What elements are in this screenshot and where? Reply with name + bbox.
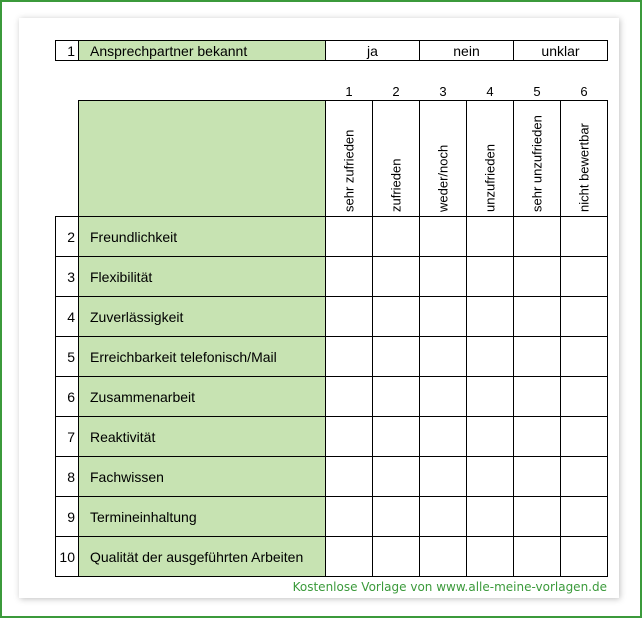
rating-cell[interactable]	[419, 456, 467, 497]
rating-cell[interactable]	[372, 456, 420, 497]
row-number: 4	[55, 296, 79, 337]
rating-cell[interactable]	[325, 216, 373, 257]
option-nein[interactable]: nein	[419, 40, 514, 61]
rating-cell[interactable]	[560, 256, 608, 297]
rating-cell[interactable]	[325, 336, 373, 377]
criterion-label: Erreichbarkeit telefonisch/Mail	[78, 336, 326, 377]
rating-cell[interactable]	[513, 216, 561, 257]
criterion-label: Termineinhaltung	[78, 496, 326, 537]
scale-label-1: sehr zufrieden	[325, 100, 373, 217]
rating-cell[interactable]	[560, 416, 608, 457]
rating-cell[interactable]	[560, 536, 608, 577]
rating-cell[interactable]	[419, 376, 467, 417]
rating-cell[interactable]	[372, 376, 420, 417]
rating-cell[interactable]	[513, 256, 561, 297]
criteria-header-cell	[78, 100, 326, 217]
scale-number-4: 4	[486, 83, 494, 99]
criterion-label: Fachwissen	[78, 456, 326, 497]
option-ja[interactable]: ja	[325, 40, 420, 61]
rating-cell[interactable]	[372, 416, 420, 457]
rating-cell[interactable]	[513, 376, 561, 417]
rating-cell[interactable]	[466, 456, 514, 497]
scale-label-3: weder/noch	[419, 100, 467, 217]
rating-cell[interactable]	[372, 216, 420, 257]
rating-cell[interactable]	[513, 496, 561, 537]
criterion-label: Freundlichkeit	[78, 216, 326, 257]
scale-label-4: unzufrieden	[466, 100, 514, 217]
rating-cell[interactable]	[325, 256, 373, 297]
footer-credit[interactable]: Kostenlose Vorlage von www.alle-meine-vorlagen.de	[292, 580, 607, 594]
row-number: 5	[55, 336, 79, 377]
rating-cell[interactable]	[372, 296, 420, 337]
rating-cell[interactable]	[560, 496, 608, 537]
scale-label-2: zufrieden	[372, 100, 420, 217]
row-number: 10	[55, 536, 79, 577]
rating-cell[interactable]	[466, 256, 514, 297]
rating-cell[interactable]	[372, 496, 420, 537]
criterion-label: Zuverlässigkeit	[78, 296, 326, 337]
scale-number-5: 5	[533, 83, 541, 99]
rating-cell[interactable]	[466, 376, 514, 417]
criterion-label: Reaktivität	[78, 416, 326, 457]
rating-cell[interactable]	[560, 216, 608, 257]
row-number: 8	[55, 456, 79, 497]
rating-cell[interactable]	[560, 456, 608, 497]
scale-number-1: 1	[345, 83, 353, 99]
rating-cell[interactable]	[560, 336, 608, 377]
rating-cell[interactable]	[372, 256, 420, 297]
rating-cell[interactable]	[419, 256, 467, 297]
scale-number-2: 2	[392, 83, 400, 99]
scale-number-3: 3	[439, 83, 447, 99]
rating-cell[interactable]	[325, 456, 373, 497]
rating-cell[interactable]	[466, 536, 514, 577]
rating-cell[interactable]	[419, 296, 467, 337]
rating-cell[interactable]	[325, 296, 373, 337]
rating-cell[interactable]	[419, 336, 467, 377]
criterion-label: Zusammenarbeit	[78, 376, 326, 417]
option-unklar[interactable]: unklar	[513, 40, 608, 61]
rating-cell[interactable]	[513, 536, 561, 577]
rating-cell[interactable]	[325, 376, 373, 417]
rating-cell[interactable]	[513, 456, 561, 497]
rating-cell[interactable]	[419, 416, 467, 457]
criterion-label: Flexibilität	[78, 256, 326, 297]
rating-cell[interactable]	[513, 296, 561, 337]
rating-cell[interactable]	[466, 336, 514, 377]
rating-cell[interactable]	[466, 496, 514, 537]
rating-cell[interactable]	[372, 336, 420, 377]
rating-cell[interactable]	[560, 376, 608, 417]
row-number: 2	[55, 216, 79, 257]
rating-cell[interactable]	[513, 416, 561, 457]
rating-cell[interactable]	[466, 296, 514, 337]
scale-label-6: nicht bewertbar	[560, 100, 608, 217]
row-number-1: 1	[55, 40, 79, 61]
rating-cell[interactable]	[325, 536, 373, 577]
scale-label-5: sehr unzufrieden	[513, 100, 561, 217]
rating-cell[interactable]	[372, 536, 420, 577]
rating-cell[interactable]	[419, 536, 467, 577]
criterion-label: Qualität der ausgeführten Arbeiten	[78, 536, 326, 577]
rating-cell[interactable]	[560, 296, 608, 337]
rating-cell[interactable]	[466, 416, 514, 457]
rating-cell[interactable]	[419, 496, 467, 537]
contact-known-label: Ansprechpartner bekannt	[78, 40, 326, 61]
row-number: 7	[55, 416, 79, 457]
rating-cell[interactable]	[325, 496, 373, 537]
worksheet	[19, 18, 619, 598]
row-number: 3	[55, 256, 79, 297]
scale-number-6: 6	[580, 83, 588, 99]
rating-cell[interactable]	[419, 216, 467, 257]
rating-cell[interactable]	[325, 416, 373, 457]
rating-cell[interactable]	[513, 336, 561, 377]
row-number: 9	[55, 496, 79, 537]
rating-cell[interactable]	[466, 216, 514, 257]
row-number: 6	[55, 376, 79, 417]
